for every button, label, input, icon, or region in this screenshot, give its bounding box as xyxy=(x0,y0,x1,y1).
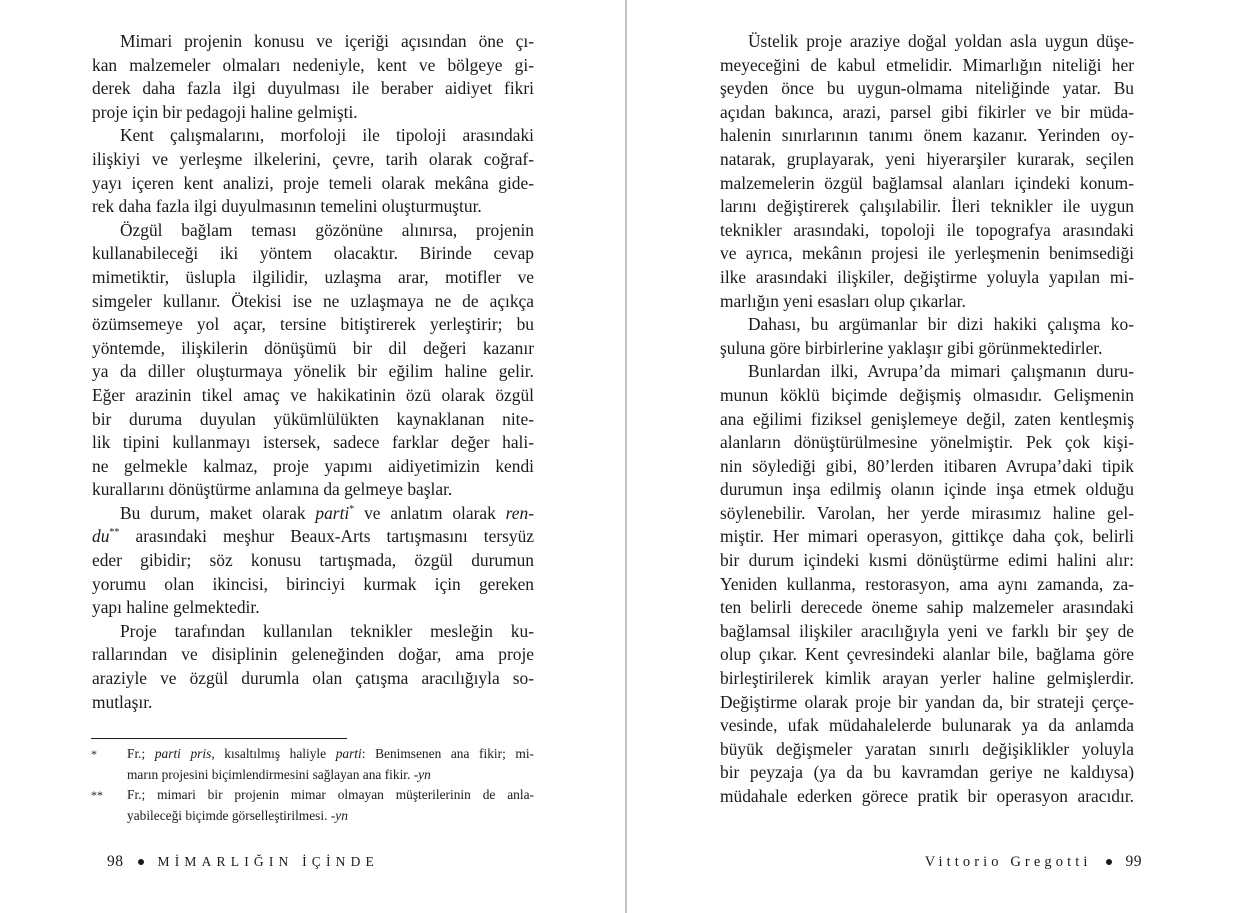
italic-term-parti: parti xyxy=(315,502,350,523)
text-line: derek daha fazla ilgi duyulması ile beraber aidiyet fikri xyxy=(92,78,534,99)
text-line: araziyle ve özgül durumla olan çatışma aracılığıyla so- xyxy=(92,668,534,689)
text-line: vesinde, ufak müdahalelerde bulunarak ya da anlamda xyxy=(720,715,1134,736)
paragraph xyxy=(720,313,1134,360)
text-line: ana eğilimi fiziksel genişlemeye değil, zaten kentleşmiş xyxy=(720,408,1134,429)
text-line: teknikler arasındaki, topoloji ile topografya arasındaki xyxy=(720,219,1134,240)
paragraph xyxy=(92,219,534,502)
text-line: alanların dönüştürülmesine yönelmiştir. Pek çok kişi- xyxy=(720,432,1134,453)
text-line: munun köklü biçimde değişmiş olmasıdır. Gelişmenin xyxy=(720,384,1134,405)
footnotes xyxy=(91,744,534,826)
text-line: şuluna göre birbirlerine yaklaşır gibi görünmektedirler. xyxy=(720,337,1103,358)
italic-term-rendu: du xyxy=(92,526,110,547)
text-line: yöntemde, ilişkilerin dönüşümü bir dil değeri kazanır xyxy=(92,337,534,358)
footnote-marker[interactable]: * xyxy=(349,504,355,516)
bullet-separator-icon xyxy=(138,859,144,865)
text-line: açıdan bakınca, arazi, parsel gibi fikirler ve bir müda- xyxy=(720,101,1134,122)
text-line: Proje tarafından kullanılan teknikler mesleğin ku- xyxy=(120,620,534,641)
paragraph xyxy=(92,30,534,124)
text-line: Kent çalışmalarını, morfoloji ile tipoloji arasındaki xyxy=(120,125,534,146)
text-line: büyük değişmeler yaratan sınırlı değişiklikler yoluyla xyxy=(720,738,1134,759)
text-line: simgeler kullanır. Ötekisi ise ne uzlaşmaya ne de açıkça xyxy=(92,290,534,311)
left-page-body xyxy=(92,30,534,714)
paragraph xyxy=(720,30,1134,313)
text-line: rek daha fazla ilgi duyulmasının temelini oluşturmuştur. xyxy=(92,196,482,217)
text-line: yorumu olan ikincisi, birinciyi kurmak için gereken xyxy=(92,573,534,594)
paragraph xyxy=(92,124,534,218)
paragraph xyxy=(720,360,1134,808)
text-line: Üstelik proje araziye doğal yoldan asla uygun düşe- xyxy=(748,31,1134,51)
author-name: Vittorio Gregotti xyxy=(924,854,1092,870)
text-line: yapı haline gelmektedir. xyxy=(92,597,260,618)
text-line: bir durum içindeki kısmi dönüştürme edimi halini alır: xyxy=(720,550,1134,571)
left-page xyxy=(0,0,625,913)
text-line: du** arasındaki meşhur Beaux-Arts tartışmasını tersyüz xyxy=(92,526,534,547)
text-line: meyeceğini de kabul etmelidir. Mimarlığın niteliği her xyxy=(720,54,1134,75)
page-number: 98 xyxy=(107,853,124,870)
paragraph xyxy=(92,502,534,620)
text-line: kurallarını dönüştürme anlamına da gelmeye başlar. xyxy=(92,479,453,500)
text-line: natarak, gruplayarak, yeni hiyerarşiler kurarak, seçilen xyxy=(720,148,1134,169)
right-page-body xyxy=(720,30,1134,809)
footnote-line: Fr.; parti pris, kısaltılmış haliyle parti: Benimsenen ana fikir; mi- xyxy=(127,746,535,761)
text-line: bağlamsal ilişkiler aracılığıyla yeni ve farklı bir şey de xyxy=(720,620,1134,641)
text-line: marlığın yeni esasları olup çıkarlar. xyxy=(720,290,966,311)
text-line: müdahale ederken görece pratik bir operasyon aracıdır. xyxy=(720,786,1134,806)
text-line: proje için bir pedagoji haline gelmişti. xyxy=(92,101,358,122)
text-line: nin söylediği gibi, 80’lerden itibaren Avrupa’daki tipik xyxy=(720,455,1134,476)
text-line: şeyden önce bu uygun-olmama niteliğinde yatar. Bu xyxy=(720,78,1134,99)
bullet-separator-icon xyxy=(1106,859,1112,865)
text-line: larını değiştirerek çalışılabilir. İleri teknikler ile uygun xyxy=(720,196,1134,217)
italic-term-rendu: ren- xyxy=(505,502,534,523)
text-line: durumun inşa edilmiş olanın içinde inşa etmek olduğu xyxy=(720,479,1134,500)
paragraph xyxy=(92,620,534,714)
text-line: kan malzemeler olmaları nedeniyle, kent ve bölgeye gi- xyxy=(92,54,534,75)
text-line: kullanabileceği iki yöntem olacaktır. Birinde cevap xyxy=(92,243,534,264)
text-line: Eğer arazinin tikel amaç ve hakikatinin özü olarak özgül xyxy=(92,384,534,405)
left-running-footer xyxy=(107,852,379,872)
text-line: miştir. Her mimari operasyon, gittikçe daha çok, belirli xyxy=(720,526,1134,547)
text-line: bir duruma duyulan yükümlülükten kaynaklanan nite- xyxy=(92,408,534,429)
text-line: Değiştirme olarak proje bir yandan da, bir strateji çerçe- xyxy=(720,691,1134,712)
text-line: Dahası, bu argümanlar bir dizi hakiki çalışma ko- xyxy=(748,314,1134,335)
footnote-line: marın projesini biçimlendirmesini sağlayan ana fikir. -yn xyxy=(127,766,431,782)
book-title: MİMARLIĞIN İÇİNDE xyxy=(157,854,380,869)
text-line: ne gelmekle kalmaz, proje yapımı aidiyetimizin kendi xyxy=(92,455,534,476)
footnote-line: Fr.; mimari bir projenin mimar olmayan müşterilerinin de anla- xyxy=(127,787,534,802)
page-number: 99 xyxy=(1125,853,1142,870)
footnote-marker: * xyxy=(91,747,97,761)
footnote-line: yabileceği biçimde görselleştirilmesi. -yn xyxy=(127,807,348,823)
right-running-footer xyxy=(925,852,1142,872)
text-line: ve ayrıca, mekânın projesi ile yerleşmenin benimsediği xyxy=(720,243,1134,264)
footnote xyxy=(91,744,534,785)
text-line: birleştirilerek kimlik arayan yerler haline gelmişlerdir. xyxy=(720,668,1134,689)
text-line: Mimari projenin konusu ve içeriği açısından öne çı- xyxy=(120,31,534,51)
text-line: ilke arasındaki ilişkiler, değiştirme yoluyla yapılan mi- xyxy=(720,266,1134,287)
footnote xyxy=(91,785,534,826)
text-line: bir peyzaja (ya da bu kavramdan geriye ne kaldıysa) xyxy=(720,762,1134,783)
text-line: mimetiktir, üslupla ilgilidir, uzlaşma arar, motifler ve xyxy=(92,266,534,287)
text-line: söylenebilir. Varolan, her yerde mirasımız haline gel- xyxy=(720,502,1134,523)
text-line: Bunlardan ilki, Avrupa’da mimari çalışmanın duru- xyxy=(748,361,1134,382)
footnote-marker[interactable]: ** xyxy=(109,527,120,539)
footnote-divider xyxy=(91,738,347,739)
footnote-marker: ** xyxy=(91,788,103,802)
text-line: mutlaşır. xyxy=(92,691,153,712)
text-line: rallarından ve disiplinin geleneğinden doğar, ama proje xyxy=(92,644,534,665)
text-line: olup çıkar. Kent çevresindeki alanlar bile, bağlama göre xyxy=(720,644,1134,665)
text-line: Özgül bağlam teması gözönüne alınırsa, projenin xyxy=(120,219,534,240)
text-line: ilişkiyi ve yerleşme ilkelerini, çevre, tarih olarak coğraf- xyxy=(92,148,534,169)
text-line: özümsemeye yol açar, tersine bitiştirerek yerleştirir; bu xyxy=(92,314,534,335)
text-line: malzemelerin özgül bağlamsal alanları içindeki konum- xyxy=(720,172,1134,193)
text-line: halenin sınırlarının tanımı önem kazanır. Yerinden oy- xyxy=(720,125,1134,146)
right-page xyxy=(627,0,1252,913)
text-line: lik tipini kullanmayı istersek, sadece farklar değer hali- xyxy=(92,432,534,453)
text-line: ten belirli derecede öneme sahip malzemeler arasındaki xyxy=(720,597,1134,618)
text-line: ya da diller oluşturmaya yönelik bir eğilim haline gelir. xyxy=(92,361,534,382)
text-line: Bu durum, maket olarak parti* ve anlatım olarak ren- xyxy=(120,502,534,523)
text-line: eder gibidir; söz konusu tartışmada, özgül durumun xyxy=(92,550,534,571)
text-line: Yeniden kullanma, restorasyon, ama aynı zamanda, za- xyxy=(720,573,1134,594)
text-line: yayı içeren kent analizi, proje temeli olarak mekâna gide- xyxy=(92,172,534,193)
